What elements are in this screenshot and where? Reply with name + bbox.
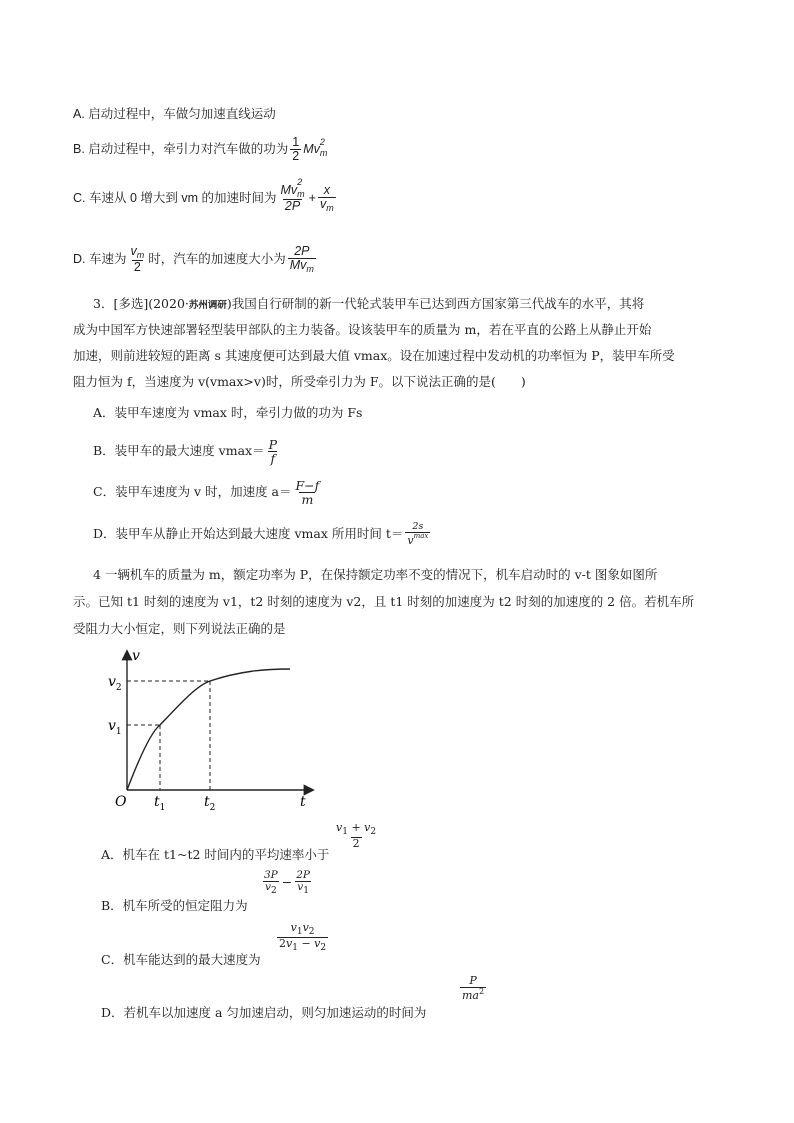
v-axis-label: v bbox=[132, 648, 140, 664]
fraction: $\frac{F-f}{m}$ bbox=[295, 478, 320, 508]
formula: Mv $_{2 m}$ bbox=[303, 136, 328, 158]
q3-option-d bbox=[93, 522, 432, 547]
fraction: Mv $_{2 m}$ 2P bbox=[280, 177, 305, 214]
velocity-curve bbox=[127, 669, 290, 790]
q2-option-c-text: C. 车速从 0 增大到 vm 的加速时间为 bbox=[73, 191, 277, 206]
q2-option-b bbox=[73, 136, 327, 163]
q3-option-d-text: D．装甲车从静止开始达到最大速度 vmax 所用时间 t＝ bbox=[93, 525, 404, 541]
q2-option-c: C. 车速从 0 增大到 vm 的加速时间为 Mv $_{2 m}$ 2P + $\frac{x}{v_m}$ bbox=[73, 177, 334, 214]
fraction: $\frac{2P}{Mv_m}$ bbox=[289, 244, 314, 275]
t-axis-label: t bbox=[300, 794, 306, 810]
origin-label: O bbox=[115, 794, 127, 810]
q2-option-d-text: D. 车速为 bbox=[73, 252, 127, 267]
q3-option-c bbox=[93, 479, 323, 506]
q3-stem-line4: 阻力恒为 f，当速度为 v(vmax>v)时，所受牵引力为 F。以下说法正确的是( ) bbox=[73, 374, 526, 389]
t2-label: $t_2$ bbox=[204, 794, 216, 813]
q3-stem-line2: 成为中国军方快速部署轻型装甲部队的主力装备。设该装甲车的质量为 m，若在平直的公路上从静止开始 bbox=[73, 322, 652, 337]
q2-option-d bbox=[73, 245, 318, 275]
q4-option-c-fraction: $\frac{v_1v_2}{2v_1 - v_2}$ bbox=[279, 921, 327, 954]
q4-stem-line1: 4 一辆机车的质量为 m，额定功率为 P，在保持额定功率不变的情况下，机车启动时的 v-t 图象如图所 bbox=[93, 567, 658, 582]
q3-option-b-text: B．装甲车的最大速度 vmax＝ bbox=[93, 443, 265, 459]
fraction: $\frac{v_m}{2}$ bbox=[130, 244, 145, 275]
q3-stem-text: 3．[多选](2020· bbox=[93, 296, 189, 311]
q4-option-b-formula: $\frac{3P}{v2}$ − $\frac{2P}{v1}$ bbox=[264, 869, 310, 897]
fraction: $\frac{1}{2}$ bbox=[292, 135, 300, 164]
q3-option-c-text: C．装甲车速度为 v 时，加速度 a＝ bbox=[93, 484, 292, 500]
t1-label: $t_1$ bbox=[154, 794, 166, 813]
q4-option-a-fraction bbox=[332, 822, 380, 850]
q2-option-d-text2: 时，汽车的加速度大小为 bbox=[148, 252, 286, 267]
q4-option-d: D．若机车以加速度 a 匀加速启动，则匀加速运动的时间为 bbox=[101, 1005, 427, 1020]
vt-graph bbox=[100, 646, 320, 816]
q3-source: 苏州调研 bbox=[188, 300, 227, 311]
q4-option-b: B．机车所受的恒定阻力为 bbox=[101, 898, 248, 913]
fraction: $\frac{P}{f}$ bbox=[268, 437, 277, 467]
q2-option-b-text: B. 启动过程中，牵引力对汽车做的功为 bbox=[73, 141, 289, 156]
q3-option-b bbox=[93, 438, 281, 465]
v1-label: $v_1$ bbox=[108, 718, 122, 737]
q4-option-c: C．机车能达到的最大速度为 bbox=[101, 952, 261, 967]
q2-option-a: A. 启动过程中，车做匀加速直线运动 bbox=[73, 107, 276, 121]
q4-stem-line3: 受阻力大小恒定，则下列说法正确的是 bbox=[73, 621, 286, 636]
q3-option-a: A．装甲车速度为 vmax 时，牵引力做的功为 Fs bbox=[93, 405, 363, 420]
q4-stem-line2: 示。已知 t1 时刻的速度为 v1，t2 时刻的速度为 v2，且 t1 时刻的加速度为 t2 时刻的加速度的 2 倍。若机车所 bbox=[73, 594, 695, 609]
q4-option-d-fraction: $\frac{P}{ma^2}$ bbox=[462, 974, 485, 1002]
fraction: $\frac{x}{v_m}$ bbox=[319, 183, 334, 214]
q3-stem-line1 bbox=[93, 294, 644, 312]
v2-label: $v_2$ bbox=[108, 674, 122, 693]
fraction: $\frac{v_1 + v_2}{2}$ bbox=[336, 821, 377, 851]
q3-stem-text: )我国自行研制的新一代轮式装甲车已达到西方国家第三代战车的水平，其将 bbox=[226, 296, 645, 311]
fraction: $\frac{2s}{v^{max}}$ bbox=[407, 521, 429, 547]
q3-stem-line3: 加速，则前进较短的距离 s 其速度便可达到最大值 vmax。设在加速过程中发动机的功率恒为 P，装甲车所受 bbox=[73, 348, 675, 363]
q4-option-a: A．机车在 t1~t2 时间内的平均速率小于 bbox=[101, 847, 330, 862]
